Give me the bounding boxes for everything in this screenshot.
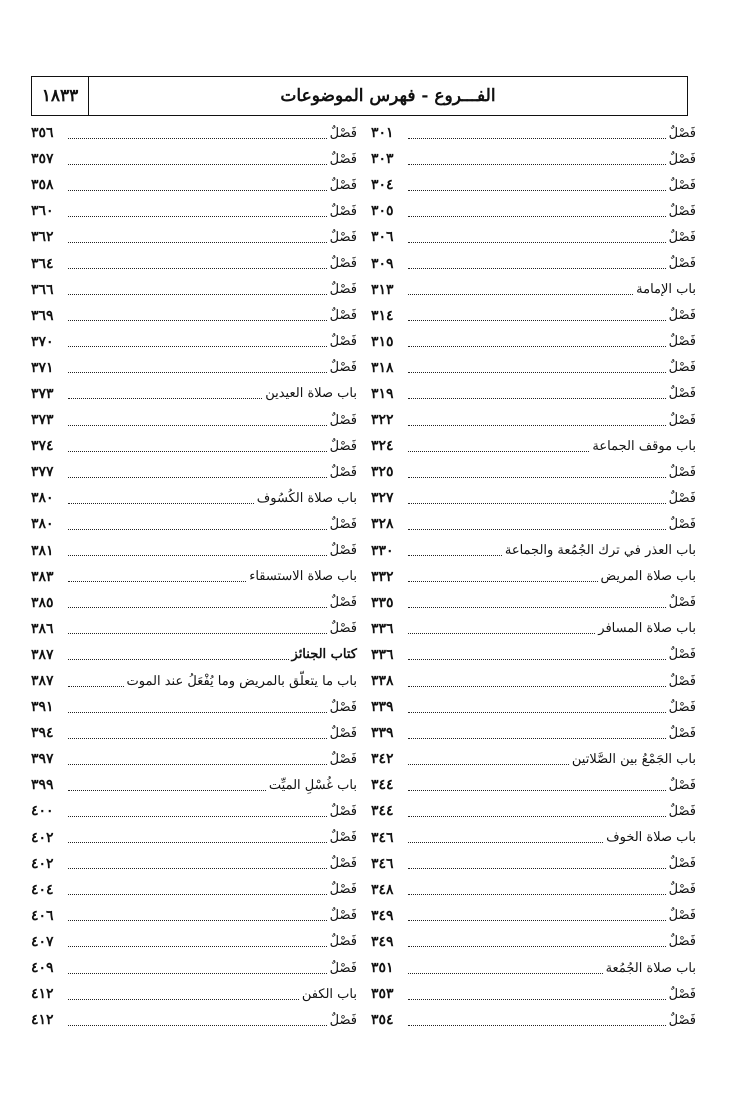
toc-entry (31, 772, 357, 798)
toc-entry (31, 433, 357, 459)
toc-entry (31, 1007, 357, 1033)
dot-leader (68, 842, 327, 843)
toc-entry (31, 250, 357, 276)
entry-page-number: ٣١٨ (371, 359, 394, 376)
dot-leader (408, 555, 502, 556)
entry-page-number: ٣٤٦ (371, 855, 394, 872)
toc-column-left (31, 120, 357, 1033)
toc-entry (371, 903, 696, 929)
entry-page-number: ٣٨٧ (31, 673, 54, 690)
entry-title: فَصْلٌ (329, 751, 357, 767)
entry-title: باب صلاة الكُسُوف (256, 490, 357, 506)
dot-leader (68, 712, 327, 713)
entry-page-number: ٣٧٣ (31, 385, 54, 402)
entry-title: فَصْلٌ (668, 856, 696, 872)
toc-entry (31, 981, 357, 1007)
entry-title: باب غُسْلِ الميِّت (268, 777, 357, 793)
entry-title: فَصْلٌ (668, 777, 696, 793)
toc-entry (31, 590, 357, 616)
toc-entry (371, 851, 696, 877)
entry-page-number: ٣٢٨ (371, 516, 394, 533)
dot-leader (68, 607, 327, 608)
entry-title: فَصْلٌ (668, 803, 696, 819)
entry-page-number: ٣٣٢ (371, 568, 394, 585)
entry-title: فَصْلٌ (668, 412, 696, 428)
entry-title: باب الإمامة (636, 282, 696, 298)
entry-title: فَصْلٌ (668, 908, 696, 924)
dot-leader (68, 216, 327, 217)
dot-leader (408, 764, 569, 765)
toc-entry (371, 642, 696, 668)
entry-page-number: ٤٠٦ (31, 907, 54, 924)
entry-title: فَصْلٌ (668, 203, 696, 219)
toc-entry (31, 825, 357, 851)
dot-leader (68, 633, 327, 634)
toc-entry (371, 798, 696, 824)
toc-entry (371, 668, 696, 694)
toc-entry (31, 459, 357, 485)
entry-page-number: ٣٣٦ (371, 620, 394, 637)
toc-entry (371, 955, 696, 981)
toc-entry (31, 929, 357, 955)
dot-leader (68, 529, 327, 530)
entry-page-number: ٣١٤ (371, 307, 394, 324)
toc-entry (371, 564, 696, 590)
entry-page-number: ٤٠٢ (31, 829, 54, 846)
toc-entry (31, 538, 357, 564)
entry-title: فَصْلٌ (668, 699, 696, 715)
toc-entry (31, 668, 357, 694)
toc-entry (31, 172, 357, 198)
dot-leader (68, 686, 124, 687)
dot-leader (68, 973, 327, 974)
dot-leader (408, 529, 666, 530)
entry-page-number: ٣٣٨ (371, 673, 394, 690)
entry-title: فَصْلٌ (329, 595, 357, 611)
toc-entry (371, 720, 696, 746)
dot-leader (68, 1025, 327, 1026)
dot-leader (68, 920, 327, 921)
entry-title: فَصْلٌ (668, 386, 696, 402)
toc-entry (371, 250, 696, 276)
entry-page-number: ٣٦٩ (31, 307, 54, 324)
entry-page-number: ٣٨٧ (31, 646, 54, 663)
toc-entry (31, 329, 357, 355)
entry-title: فَصْلٌ (329, 725, 357, 741)
entry-title: باب موقف الجماعة (592, 438, 696, 454)
dot-leader (68, 372, 327, 373)
dot-leader (68, 764, 327, 765)
dot-leader (408, 790, 666, 791)
entry-title: باب صلاة المسافر (598, 621, 696, 637)
entry-page-number: ٣٥٧ (31, 151, 54, 168)
toc-entry (371, 303, 696, 329)
entry-title: فَصْلٌ (668, 725, 696, 741)
dot-leader (408, 659, 666, 660)
entry-title: فَصْلٌ (668, 516, 696, 532)
entry-title: فَصْلٌ (329, 256, 357, 272)
toc-entry (31, 877, 357, 903)
toc-entry (371, 511, 696, 537)
entry-title: فَصْلٌ (329, 203, 357, 219)
dot-leader (408, 633, 595, 634)
dot-leader (408, 712, 666, 713)
toc-entry (31, 355, 357, 381)
toc-entry (31, 720, 357, 746)
entry-title: فَصْلٌ (329, 621, 357, 637)
entry-page-number: ٣٨٠ (31, 490, 54, 507)
entry-page-number: ٣١٥ (371, 333, 394, 350)
dot-leader (408, 372, 666, 373)
toc-entry (371, 172, 696, 198)
entry-page-number: ٣٠٤ (371, 177, 394, 194)
entry-page-number: ٣٦٦ (31, 281, 54, 298)
dot-leader (68, 190, 327, 191)
entry-title: فَصْلٌ (668, 229, 696, 245)
entry-title: فَصْلٌ (668, 673, 696, 689)
toc-entry (31, 851, 357, 877)
toc-entry (31, 955, 357, 981)
toc-entry (31, 146, 357, 172)
toc-entry (31, 694, 357, 720)
entry-page-number: ٣٦٤ (31, 255, 54, 272)
toc-entry (31, 511, 357, 537)
dot-leader (408, 842, 603, 843)
dot-leader (408, 868, 666, 869)
toc-entry (371, 146, 696, 172)
dot-leader (408, 686, 666, 687)
dot-leader (408, 320, 666, 321)
dot-leader (408, 581, 598, 582)
entry-title: فَصْلٌ (668, 490, 696, 506)
dot-leader (68, 138, 327, 139)
dot-leader (408, 738, 666, 739)
dot-leader (68, 398, 262, 399)
entry-title: باب صلاة العيدين (265, 386, 357, 402)
entry-title: كتاب الجنائز (291, 647, 357, 663)
entry-page-number: ٣٢٧ (371, 490, 394, 507)
toc-entry (371, 877, 696, 903)
dot-leader (408, 973, 603, 974)
toc-entry (371, 1007, 696, 1033)
toc-entry (371, 407, 696, 433)
entry-page-number: ٣٩١ (31, 699, 54, 716)
entry-title: فَصْلٌ (329, 151, 357, 167)
entry-page-number: ٣٤٩ (371, 907, 394, 924)
entry-page-number: ٣٧٣ (31, 412, 54, 429)
entry-title: فَصْلٌ (329, 960, 357, 976)
entry-page-number: ٤٠٤ (31, 881, 54, 898)
toc-entry (31, 303, 357, 329)
dot-leader (408, 816, 666, 817)
entry-page-number: ٣٥١ (371, 960, 394, 977)
entry-title: فَصْلٌ (329, 360, 357, 376)
toc-entry (371, 198, 696, 224)
entry-page-number: ٣٧١ (31, 359, 54, 376)
dot-leader (408, 920, 666, 921)
toc-entry (31, 798, 357, 824)
entry-page-number: ٣٠١ (371, 125, 394, 142)
dot-leader (68, 581, 246, 582)
toc-entry (371, 120, 696, 146)
entry-title: باب صلاة المريض (600, 569, 696, 585)
entry-title: فَصْلٌ (329, 308, 357, 324)
toc-entry (371, 329, 696, 355)
entry-page-number: ٤١٢ (31, 1012, 54, 1029)
entry-page-number: ٣٨٠ (31, 516, 54, 533)
toc-entry (31, 746, 357, 772)
entry-title: فَصْلٌ (668, 1012, 696, 1028)
entry-title: فَصْلٌ (329, 699, 357, 715)
entry-title: فَصْلٌ (668, 308, 696, 324)
toc-entry (31, 642, 357, 668)
dot-leader (68, 946, 327, 947)
entry-title: فَصْلٌ (329, 438, 357, 454)
toc-entry (371, 381, 696, 407)
page-header (31, 76, 688, 116)
toc-entry (371, 538, 696, 564)
entry-title: باب صلاة الاستسقاء (249, 569, 357, 585)
entry-page-number: ٣٠٣ (371, 151, 394, 168)
dot-leader (408, 138, 666, 139)
entry-title: فَصْلٌ (329, 125, 357, 141)
entry-page-number: ٣٥٦ (31, 125, 54, 142)
toc-column-right (371, 120, 696, 1033)
entry-page-number: ٣٧٠ (31, 333, 54, 350)
toc-entry (371, 459, 696, 485)
page-number: ١٨٣٣ (32, 77, 89, 115)
entry-page-number: ٣٨٦ (31, 620, 54, 637)
entry-page-number: ٣٦٠ (31, 203, 54, 220)
dot-leader (408, 607, 666, 608)
entry-title: فَصْلٌ (668, 647, 696, 663)
page-title: الفـــروع - فهرس الموضوعات (280, 86, 496, 106)
dot-leader (408, 425, 666, 426)
dot-leader (68, 790, 266, 791)
entry-page-number: ٣٤٦ (371, 829, 394, 846)
entry-page-number: ٣١٣ (371, 281, 394, 298)
dot-leader (68, 451, 327, 452)
dot-leader (68, 425, 327, 426)
toc-entry (31, 485, 357, 511)
dot-leader (408, 346, 666, 347)
entry-page-number: ٣٣٩ (371, 725, 394, 742)
entry-page-number: ٣٤٤ (371, 777, 394, 794)
toc-entry (371, 694, 696, 720)
entry-page-number: ٤٠٧ (31, 933, 54, 950)
toc-entry (371, 277, 696, 303)
dot-leader (68, 738, 327, 739)
toc-entry (371, 746, 696, 772)
dot-leader (68, 999, 299, 1000)
entry-page-number: ٣٠٦ (371, 229, 394, 246)
entry-title: فَصْلٌ (668, 595, 696, 611)
toc-entry (31, 198, 357, 224)
entry-title: باب صلاة الخوف (606, 830, 696, 846)
dot-leader (68, 503, 254, 504)
toc-entry (31, 564, 357, 590)
entry-title: فَصْلٌ (329, 856, 357, 872)
entry-title: فَصْلٌ (668, 464, 696, 480)
entry-page-number: ٣٩٧ (31, 751, 54, 768)
dot-leader (68, 320, 327, 321)
entry-title: فَصْلٌ (329, 882, 357, 898)
entry-title: فَصْلٌ (329, 516, 357, 532)
entry-page-number: ٣٩٤ (31, 725, 54, 742)
toc-entry (371, 355, 696, 381)
toc-entry (31, 224, 357, 250)
entry-title: فَصْلٌ (329, 229, 357, 245)
entry-page-number: ٣٤٩ (371, 933, 394, 950)
entry-title: فَصْلٌ (329, 934, 357, 950)
toc-entry (371, 825, 696, 851)
entry-title: فَصْلٌ (329, 830, 357, 846)
toc-entry (371, 981, 696, 1007)
dot-leader (68, 894, 327, 895)
entry-page-number: ٣٦٢ (31, 229, 54, 246)
entry-page-number: ٤٠٠ (31, 803, 54, 820)
entry-page-number: ٣٨٣ (31, 568, 54, 585)
entry-page-number: ٣٥٤ (371, 1012, 394, 1029)
entry-title: باب صلاة الجُمُعة (605, 960, 696, 976)
toc-entry (31, 903, 357, 929)
dot-leader (408, 999, 666, 1000)
entry-title: فَصْلٌ (329, 282, 357, 298)
entry-title: فَصْلٌ (329, 412, 357, 428)
dot-leader (408, 190, 666, 191)
dot-leader (68, 268, 327, 269)
entry-title: باب العذر في ترك الجُمُعة والجماعة (504, 543, 696, 559)
dot-leader (408, 164, 666, 165)
entry-title: فَصْلٌ (668, 334, 696, 350)
dot-leader (408, 268, 666, 269)
entry-page-number: ٣٣٦ (371, 646, 394, 663)
dot-leader (68, 868, 327, 869)
dot-leader (68, 164, 327, 165)
dot-leader (408, 477, 666, 478)
entry-title: فَصْلٌ (329, 464, 357, 480)
entry-title: فَصْلٌ (668, 934, 696, 950)
toc-entry (371, 929, 696, 955)
toc-entry (371, 590, 696, 616)
entry-page-number: ٣٤٢ (371, 751, 394, 768)
entry-page-number: ٣٤٨ (371, 881, 394, 898)
toc-entry (31, 407, 357, 433)
entry-title: فَصْلٌ (668, 360, 696, 376)
dot-leader (408, 894, 666, 895)
entry-title: فَصْلٌ (668, 986, 696, 1002)
dot-leader (408, 398, 666, 399)
entry-page-number: ٣٥٨ (31, 177, 54, 194)
entry-title: باب ما يتعلّق بالمريض وما يُفْعَلُ عند الموت (126, 673, 357, 689)
entry-title: فَصْلٌ (668, 125, 696, 141)
entry-title: باب الكفن (301, 986, 357, 1002)
toc-entry (31, 120, 357, 146)
entry-title: فَصْلٌ (329, 803, 357, 819)
entry-page-number: ٣٣٠ (371, 542, 394, 559)
entry-page-number: ٣٥٣ (371, 986, 394, 1003)
entry-page-number: ٣٢٥ (371, 464, 394, 481)
entry-page-number: ٣٤٤ (371, 803, 394, 820)
entry-title: فَصْلٌ (668, 151, 696, 167)
entry-page-number: ٤٠٢ (31, 855, 54, 872)
entry-title: فَصْلٌ (329, 543, 357, 559)
entry-page-number: ٣٠٥ (371, 203, 394, 220)
entry-page-number: ٣٣٥ (371, 594, 394, 611)
dot-leader (68, 346, 327, 347)
toc-entry (31, 277, 357, 303)
entry-title: فَصْلٌ (668, 882, 696, 898)
toc-entry (31, 616, 357, 642)
dot-leader (68, 659, 289, 660)
dot-leader (408, 503, 666, 504)
entry-page-number: ٣٧٤ (31, 438, 54, 455)
entry-page-number: ٣٠٩ (371, 255, 394, 272)
dot-leader (408, 1025, 666, 1026)
entry-page-number: ٤٠٩ (31, 960, 54, 977)
dot-leader (408, 294, 633, 295)
toc-entry (371, 485, 696, 511)
entry-page-number: ٣٧٧ (31, 464, 54, 481)
entry-title: فَصْلٌ (329, 177, 357, 193)
toc-entry (371, 772, 696, 798)
entry-title: فَصْلٌ (668, 177, 696, 193)
entry-page-number: ٣١٩ (371, 385, 394, 402)
entry-title: فَصْلٌ (329, 334, 357, 350)
entry-page-number: ٣٨١ (31, 542, 54, 559)
entry-title: فَصْلٌ (329, 1012, 357, 1028)
entry-page-number: ٣٨٥ (31, 594, 54, 611)
entry-page-number: ٣٩٩ (31, 777, 54, 794)
dot-leader (408, 216, 666, 217)
toc-entry (371, 616, 696, 642)
dot-leader (68, 555, 327, 556)
dot-leader (68, 294, 327, 295)
dot-leader (408, 946, 666, 947)
dot-leader (68, 242, 327, 243)
entry-page-number: ٣٢٤ (371, 438, 394, 455)
dot-leader (68, 477, 327, 478)
entry-page-number: ٣٣٩ (371, 699, 394, 716)
toc-entry (371, 224, 696, 250)
dot-leader (408, 242, 666, 243)
toc-entry (371, 433, 696, 459)
dot-leader (68, 816, 327, 817)
entry-title: فَصْلٌ (668, 256, 696, 272)
entry-page-number: ٤١٢ (31, 986, 54, 1003)
entry-title: فَصْلٌ (329, 908, 357, 924)
entry-page-number: ٣٢٢ (371, 412, 394, 429)
dot-leader (408, 451, 589, 452)
entry-title: باب الجَمْعُ بين الصَّلاتين (571, 751, 696, 767)
toc-entry (31, 381, 357, 407)
